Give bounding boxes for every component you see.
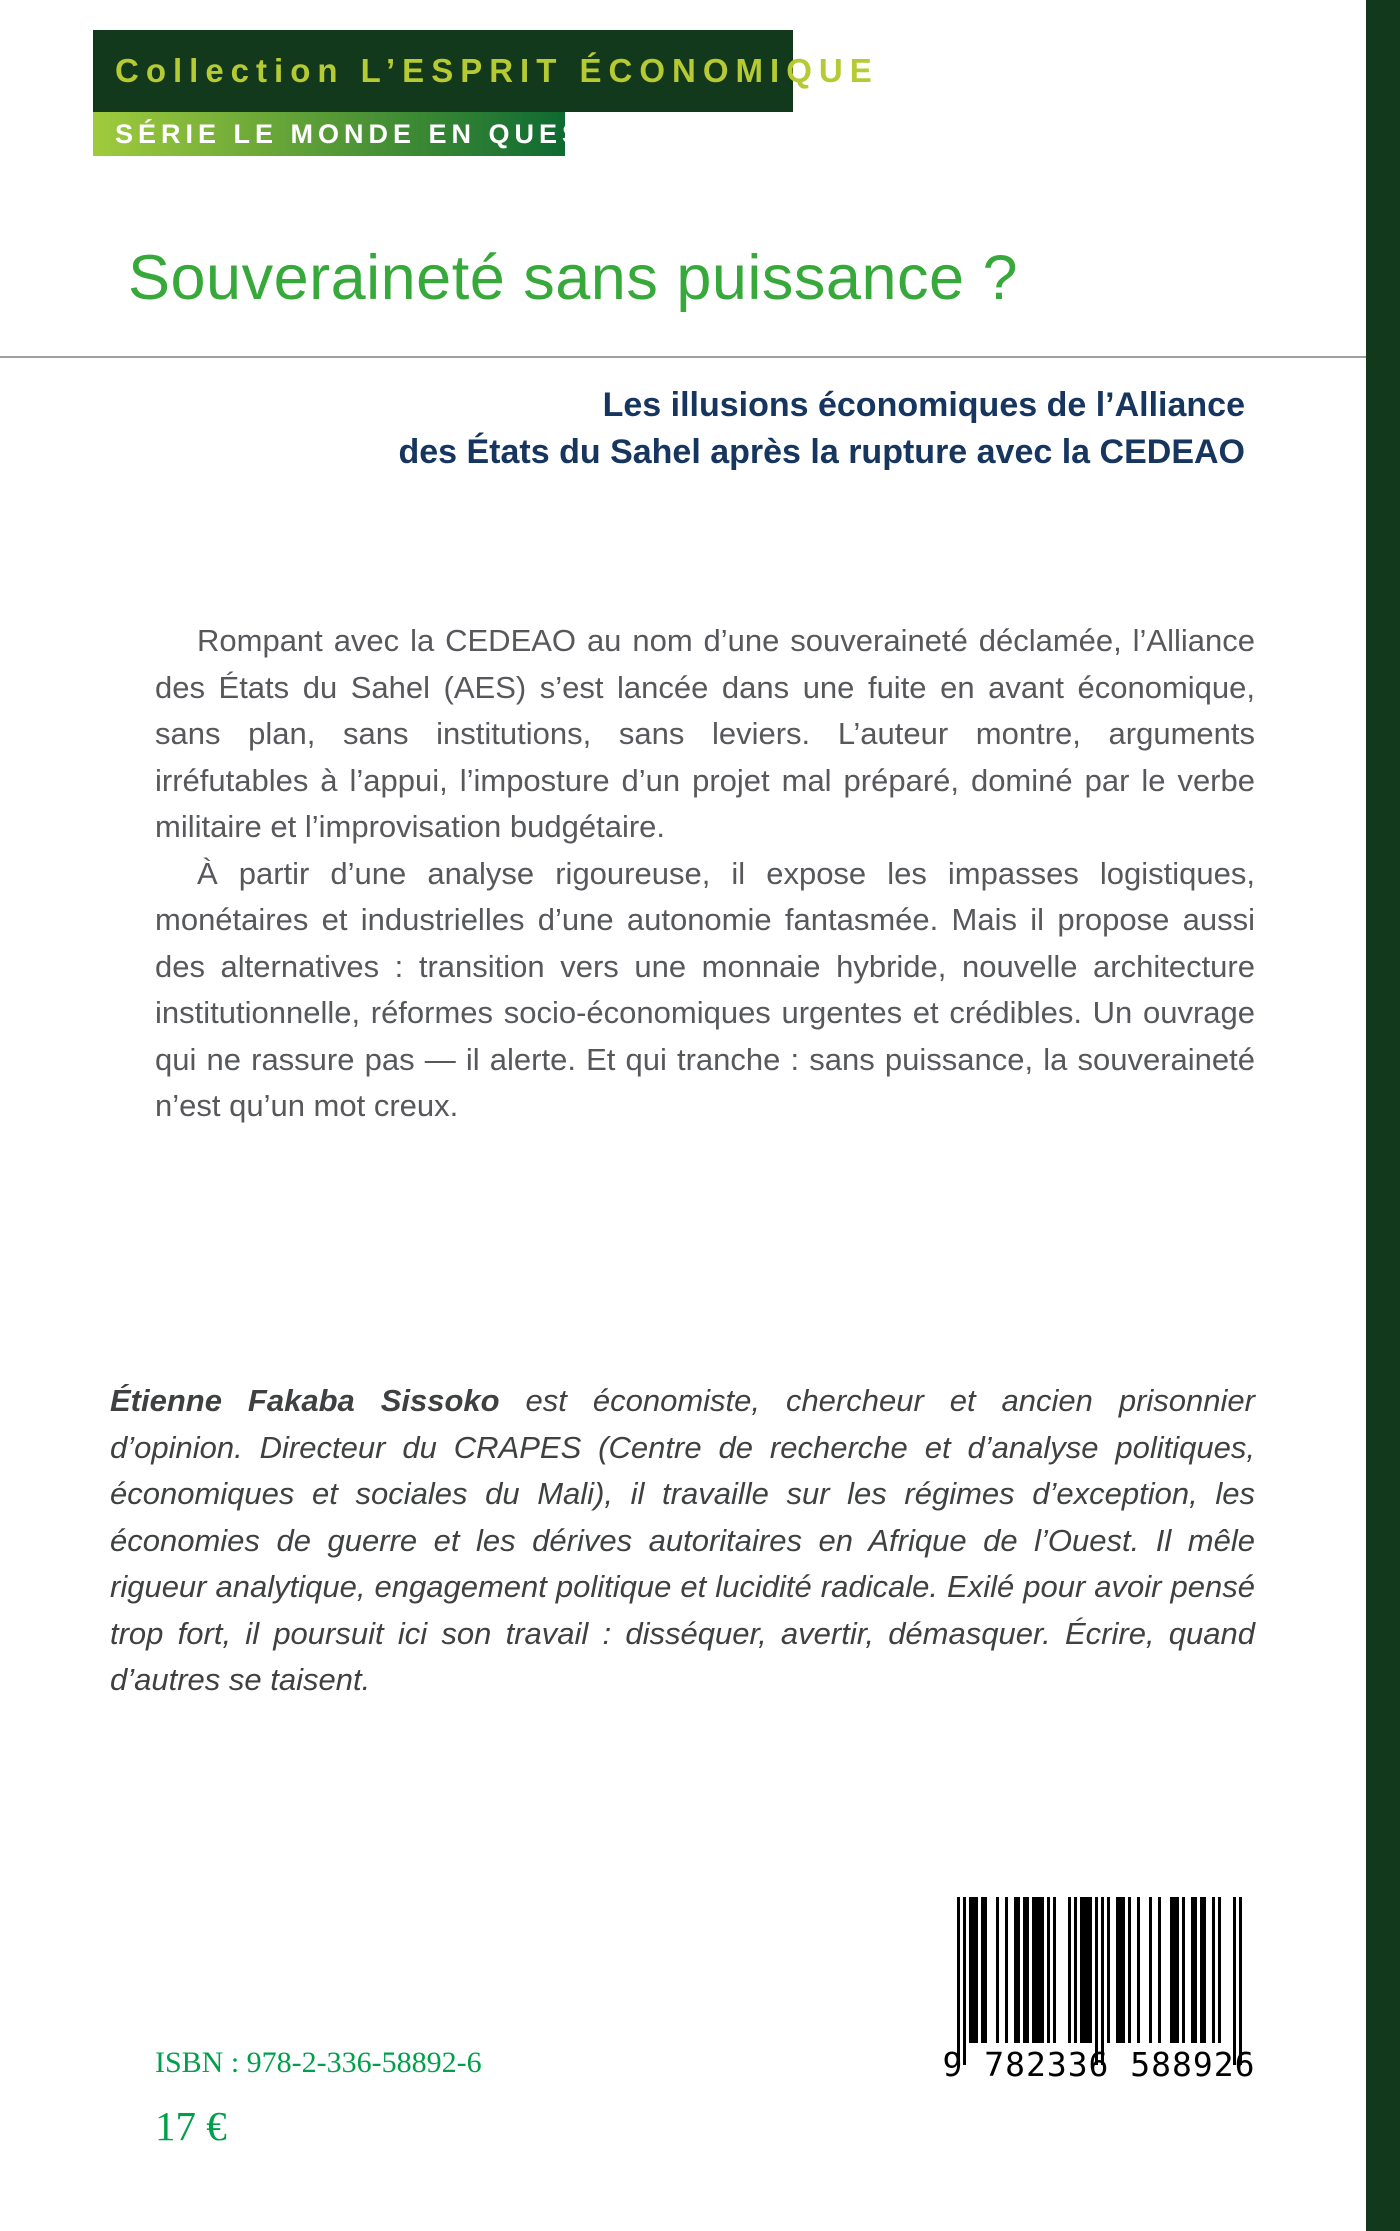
- spine-strip: [1366, 0, 1400, 2231]
- bio-text: est économiste, chercheur et ancien prisonnier d’opinion. Directeur du CRAPES (Centre de recherche et d’analyse politiques, économiques et sociales du Mali), il travaille sur les régimes d’exception, les économies de guerre et les dérives autoritaires en Afrique de l’Ouest. Il mêle rigueur analytique, engagement politique et lucidité radicale. Exilé pour avoir pensé trop fort, il poursuit ici son travail : disséquer, avertir, démasquer. Écrire, quand d’autres se taisent.: [110, 1383, 1255, 1697]
- author-name: Étienne Fakaba Sissoko: [110, 1383, 500, 1418]
- back-cover-blurb: [155, 618, 1255, 1130]
- book-subtitle: [398, 382, 1245, 476]
- author-bio: [110, 1378, 1255, 1704]
- bio-paragraph: [110, 1378, 1255, 1704]
- barcode-number: 9 782336 588926: [942, 2045, 1256, 2084]
- subtitle-line-2: des États du Sahel après la rupture avec la CEDEAO: [398, 432, 1245, 471]
- collection-banner: [93, 30, 879, 112]
- series-banner: [93, 112, 670, 156]
- collection-label: Collection L’ESPRIT ÉCONOMIQUE: [115, 52, 879, 89]
- divider-rule: [0, 356, 1366, 358]
- blurb-paragraph-1: Rompant avec la CEDEAO au nom d’une souveraineté déclamée, l’Alliance des États du Sahel (AES) s’est lancée dans une fuite en avant économique, sans plan, sans institutions, sans leviers. L’auteur montre, arguments irréfutables à l’appui, l’imposture d’un projet mal préparé, dominé par le verbe militaire et l’improvisation budgétaire.: [155, 623, 1255, 844]
- subtitle-line-1: Les illusions économiques de l’Alliance: [602, 386, 1245, 424]
- isbn-label: ISBN : 978-2-336-58892-6: [155, 2046, 482, 2079]
- blurb-paragraph-2: À partir d’une analyse rigoureuse, il expose les impasses logistiques, monétaires et industrielles d’une autonomie fantasmée. Mais il propose aussi des alternatives : transition vers une monnaie hybride, nouvelle architecture institutionnelle, réformes socio-économiques urgentes et crédibles. Un ouvrage qui ne rassure pas — il alerte. Et qui tranche : sans puissance, la souveraineté n’est qu’un mot creux.: [155, 855, 1255, 1123]
- price-label: 17 €: [155, 2103, 227, 2149]
- barcode-bars: [938, 1893, 1260, 2069]
- book-title: Souveraineté sans puissance ?: [128, 243, 1019, 313]
- series-label: SÉRIE LE MONDE EN QUESTION: [115, 118, 670, 149]
- barcode: [938, 1893, 1260, 2098]
